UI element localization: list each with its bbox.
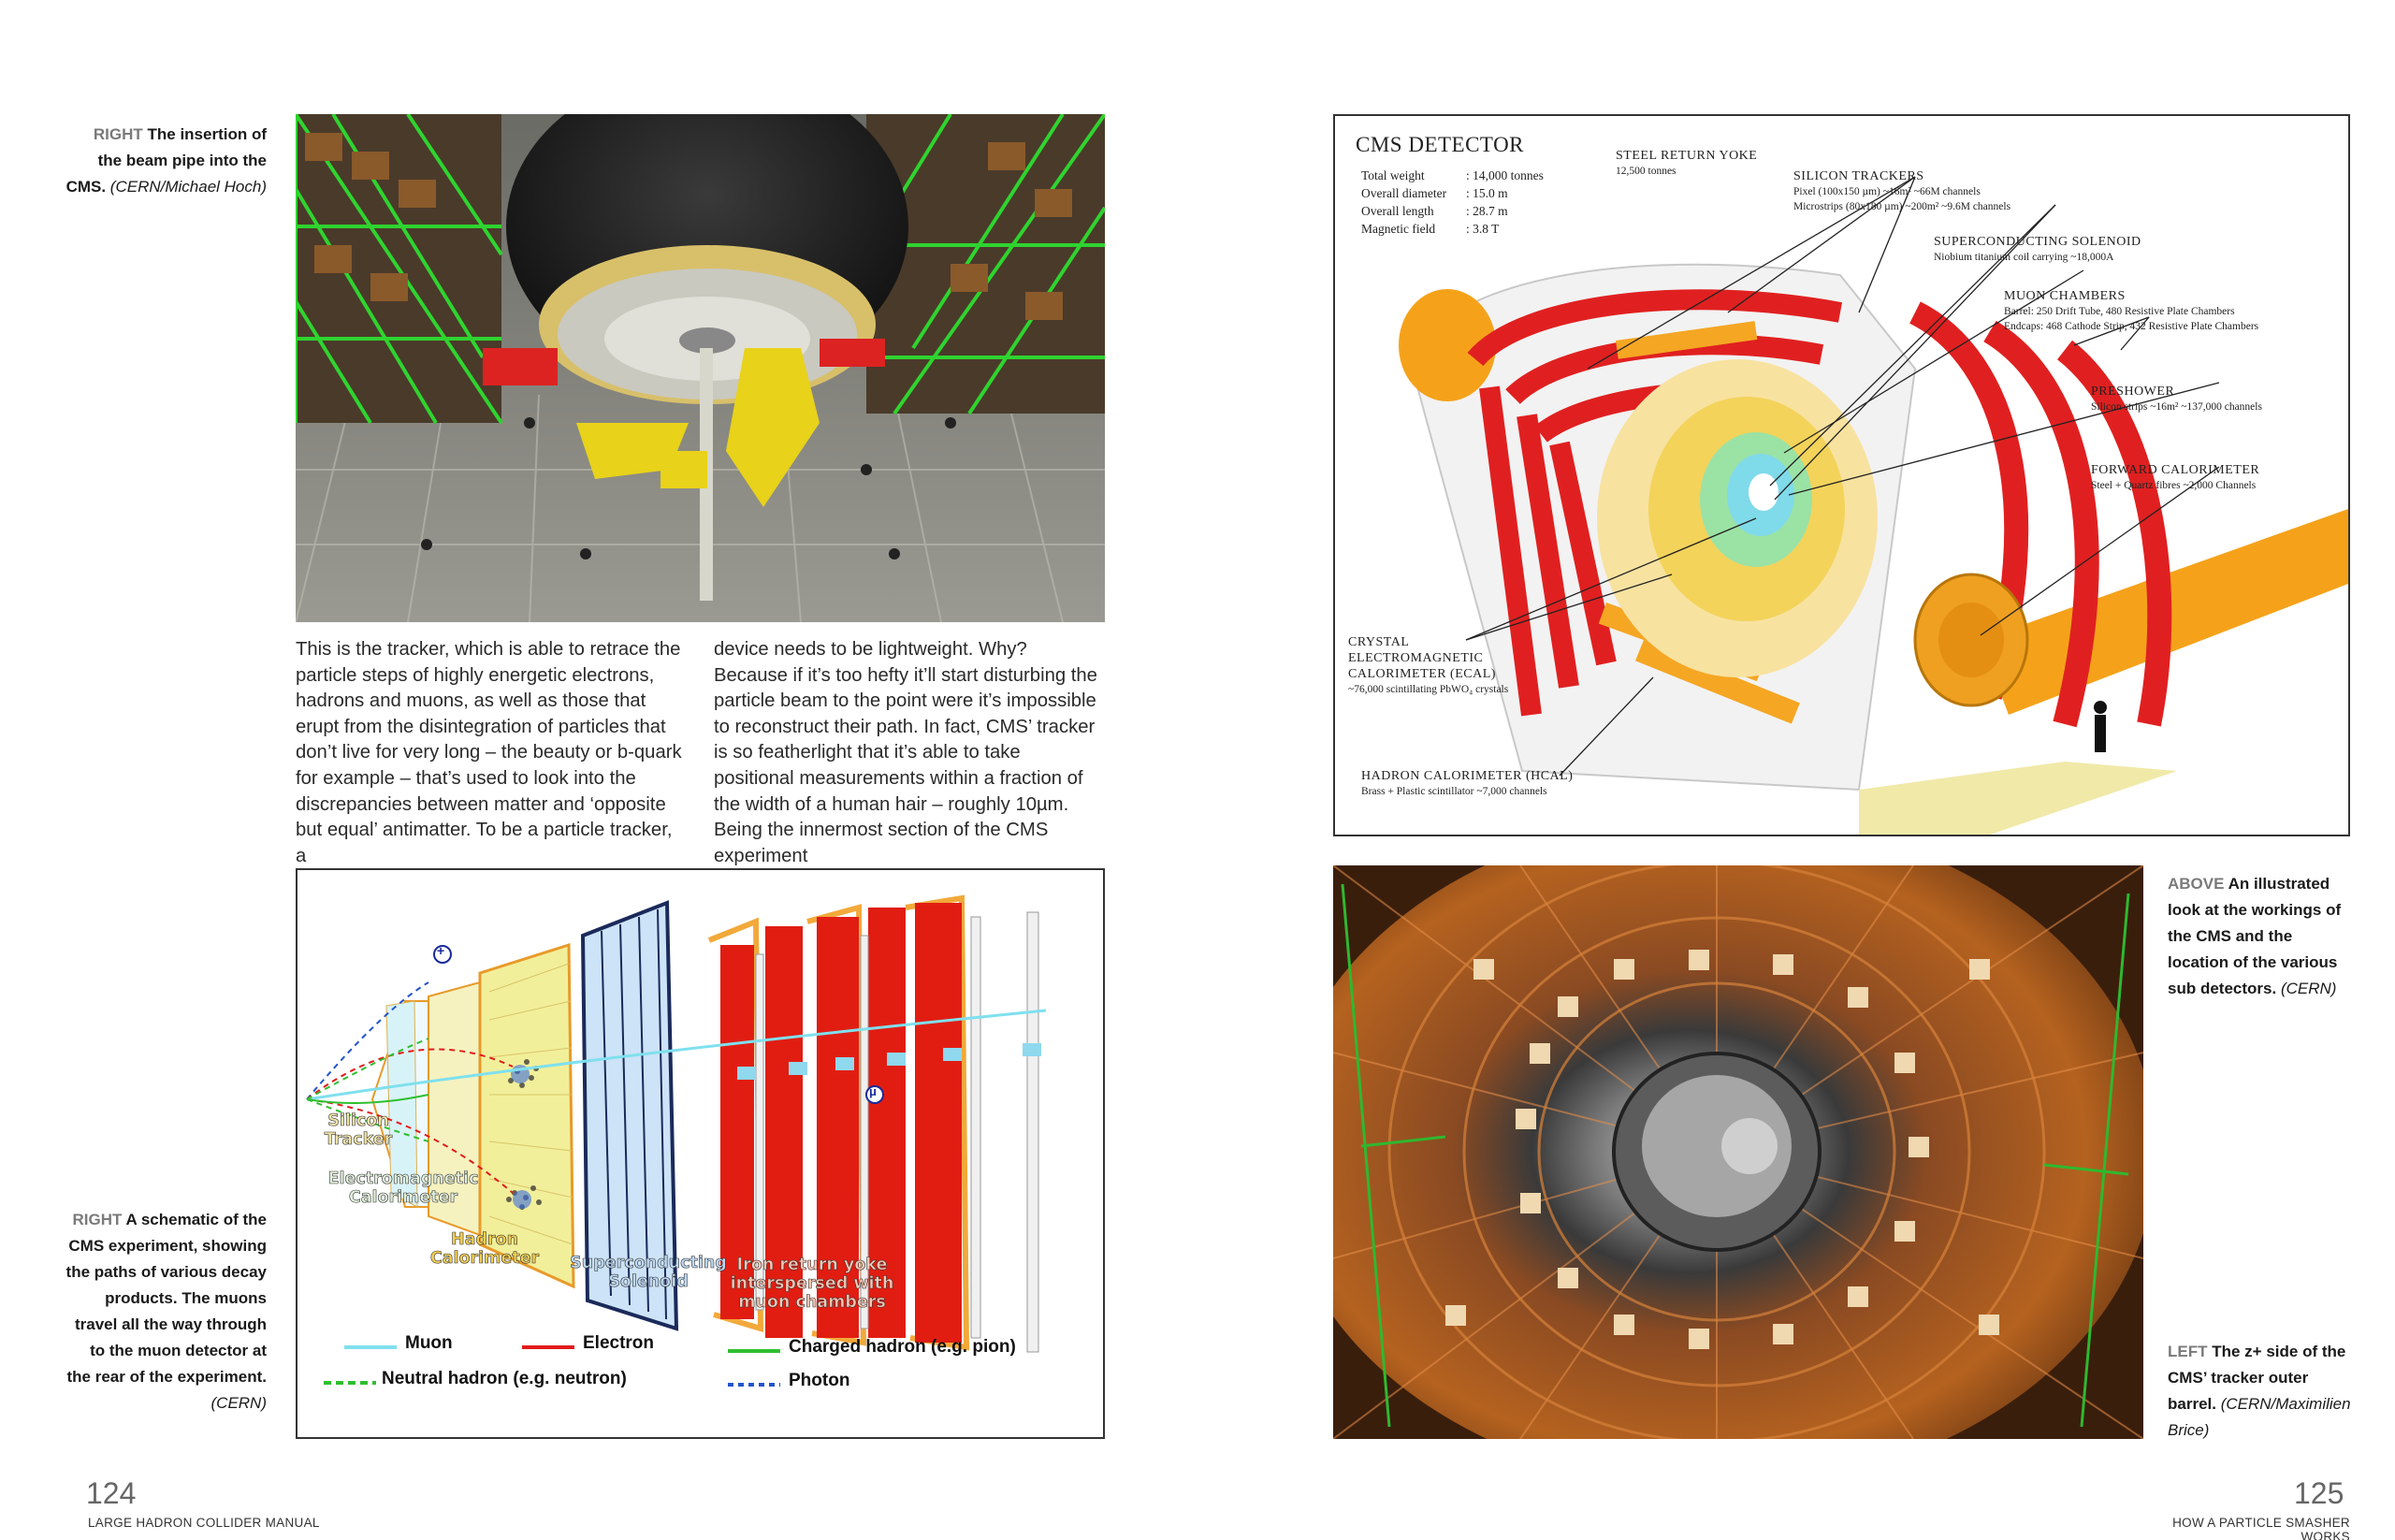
label-heading: FORWARD CALORIMETER bbox=[2091, 463, 2260, 477]
spec-row bbox=[1361, 220, 1544, 238]
caption-text: The insertion of the beam pipe into the CMS. bbox=[65, 125, 267, 196]
label-silicon-tracker: Silicon Tracker bbox=[324, 1111, 393, 1149]
legend-neutral-hadron-label: Neutral hadron (e.g. neutron) bbox=[382, 1369, 627, 1388]
body-column-1: This is the tracker, which is able to retrace the particle steps of highly energetic electrons, hadrons and muons, as well as those that erupt from the disintegration of particles that don’t live for very long – the beauty or b-quark for example – that’s used to look into the discrepancies between matter and ‘opposite but equal’ antimatter. To be a particle tracker, a bbox=[296, 639, 682, 866]
label-preshower bbox=[2091, 384, 2262, 414]
caption-credit: (CERN/Michael Hoch) bbox=[109, 178, 267, 196]
label-heading: SUPERCONDUCTING SOLENOID bbox=[1934, 235, 2141, 249]
label-heading: MUON CHAMBERS bbox=[2004, 289, 2126, 303]
spec-value: : 14,000 tonnes bbox=[1466, 168, 1544, 182]
spec-row bbox=[1361, 202, 1544, 220]
legend-muon-label: Muon bbox=[405, 1333, 453, 1353]
muon-marker: μ bbox=[869, 1084, 877, 1098]
caption-tracker-barrel bbox=[2168, 1339, 2355, 1444]
label-silicon-trackers bbox=[1793, 168, 2010, 214]
caption-tag: LEFT bbox=[2168, 1343, 2208, 1360]
caption-credit: (CERN) bbox=[210, 1394, 267, 1412]
spec-key: Overall diameter bbox=[1361, 186, 1447, 200]
label-heading: PRESHOWER bbox=[2091, 385, 2175, 399]
label-forward-calorimeter bbox=[2091, 462, 2259, 493]
label-detail: 12,500 tonnes bbox=[1616, 166, 1676, 177]
label-detail: Silicon strips ~16m² ~137,000 channels bbox=[2091, 401, 2262, 413]
spec-row bbox=[1361, 184, 1544, 202]
caption-text: An illustrated look at the workings of the CMS and the location of the various sub detectors. bbox=[2168, 875, 2342, 997]
detector-specs bbox=[1361, 167, 1544, 238]
illustration-cms-detector bbox=[1333, 114, 2350, 836]
legend-photon-line bbox=[728, 1383, 780, 1387]
label-detail: Niobium titanium coil carrying ~18,000A bbox=[1934, 252, 2114, 263]
legend-charged-hadron-line bbox=[728, 1349, 780, 1353]
caption-tag: RIGHT bbox=[93, 125, 143, 143]
body-column-2: device needs to be lightweight. Why? Because if it’s too hefty it’ll start disturbing the particle beam to the point were it’s impossible to reconstruct their path. In fact, CMS’ tracker is so featherlight that it’s able to take positional measurements within a fraction of the width of a human hair – roughly 10µm. Being the innermost section of the CMS experiment bbox=[714, 639, 1097, 866]
detector-title: CMS DETECTOR bbox=[1356, 133, 1525, 156]
label-steel-return-yoke bbox=[1616, 148, 1757, 179]
caption-credit: (CERN/Maximilien Brice) bbox=[2168, 1395, 2351, 1439]
spec-key: Overall length bbox=[1361, 204, 1434, 218]
page-number-right: 125 bbox=[2294, 1476, 2344, 1510]
label-heading: SILICON TRACKERS bbox=[1793, 169, 1924, 183]
spec-value: : 28.7 m bbox=[1466, 204, 1508, 218]
photo-beam-pipe-insertion bbox=[296, 114, 1105, 622]
label-detail: ~76,000 scintillating PbWO₄ crystals bbox=[1348, 684, 1509, 695]
label-electromagnetic-calorimeter: Electromagnetic Calorimeter bbox=[327, 1170, 479, 1207]
label-detail: Endcaps: 468 Cathode Strip, 432 Resistive Plate Chambers bbox=[2004, 321, 2259, 332]
label-detail: Brass + Plastic scintillator ~7,000 channels bbox=[1361, 786, 1547, 797]
label-detail: Barrel: 250 Drift Tube, 480 Resistive Plate Chambers bbox=[2004, 306, 2235, 317]
label-heading: CRYSTAL bbox=[1348, 635, 1410, 649]
caption-schematic bbox=[65, 1207, 267, 1417]
spec-value: : 3.8 T bbox=[1466, 222, 1500, 236]
running-head-right: HOW A PARTICLE SMASHER WORKS bbox=[2172, 1516, 2350, 1540]
label-heading: STEEL RETURN YOKE bbox=[1616, 149, 1758, 163]
label-hcal bbox=[1361, 768, 1573, 799]
legend-electron-line bbox=[522, 1345, 574, 1349]
caption-tag: RIGHT bbox=[72, 1211, 123, 1228]
legend-neutral-hadron-line bbox=[324, 1381, 376, 1385]
legend-photon-label: Photon bbox=[789, 1371, 850, 1390]
page-number-left: 124 bbox=[86, 1476, 137, 1510]
label-superconducting-solenoid: Superconducting Solenoid bbox=[570, 1254, 727, 1291]
positive-charge-marker: + bbox=[437, 943, 445, 958]
legend-charged-hadron-label: Charged hadron (e.g. pion) bbox=[789, 1337, 1016, 1357]
caption-text: The z+ side of the CMS’ tracker outer barrel. bbox=[2168, 1343, 2346, 1413]
legend-muon-line bbox=[344, 1345, 397, 1349]
label-superconducting-solenoid bbox=[1934, 234, 2141, 265]
label-hadron-calorimeter: Hadron Calorimeter bbox=[429, 1230, 540, 1268]
caption-text: A schematic of the CMS experiment, showing the paths of various decay products. The muons travel all the way through to the muon detector at the rear of the experiment. bbox=[65, 1211, 267, 1386]
caption-illustrated-cms bbox=[2168, 871, 2355, 1002]
label-detail: Pixel (100x150 µm) ~16m² ~66M channels bbox=[1793, 186, 1981, 197]
spec-key: Total weight bbox=[1361, 168, 1425, 182]
label-detail: Steel + Quartz fibres ~2,000 Channels bbox=[2091, 480, 2257, 491]
caption-tag: ABOVE bbox=[2168, 875, 2225, 893]
label-detail: Microstrips (80x180 µm) ~200m² ~9.6M channels bbox=[1793, 201, 2011, 212]
label-heading: HADRON CALORIMETER (HCAL) bbox=[1361, 769, 1574, 783]
running-head-left: LARGE HADRON COLLIDER MANUAL bbox=[88, 1516, 320, 1530]
photo-tracker-outer-barrel bbox=[1333, 865, 2143, 1439]
label-heading: CALORIMETER (ECAL) bbox=[1348, 667, 1496, 681]
label-iron-return-yoke: Iron return yoke interspersed with muon chambers bbox=[730, 1256, 894, 1312]
caption-credit: (CERN) bbox=[2280, 980, 2337, 997]
schematic-cms-decay-paths bbox=[296, 868, 1105, 1439]
label-heading: ELECTROMAGNETIC bbox=[1348, 651, 1484, 665]
spec-value: : 15.0 m bbox=[1466, 186, 1508, 200]
label-ecal bbox=[1348, 634, 1508, 697]
spec-row bbox=[1361, 167, 1544, 184]
spec-key: Magnetic field bbox=[1361, 222, 1436, 236]
legend-electron-label: Electron bbox=[583, 1333, 655, 1353]
caption-beam-pipe bbox=[65, 122, 267, 200]
label-muon-chambers bbox=[2004, 288, 2258, 334]
